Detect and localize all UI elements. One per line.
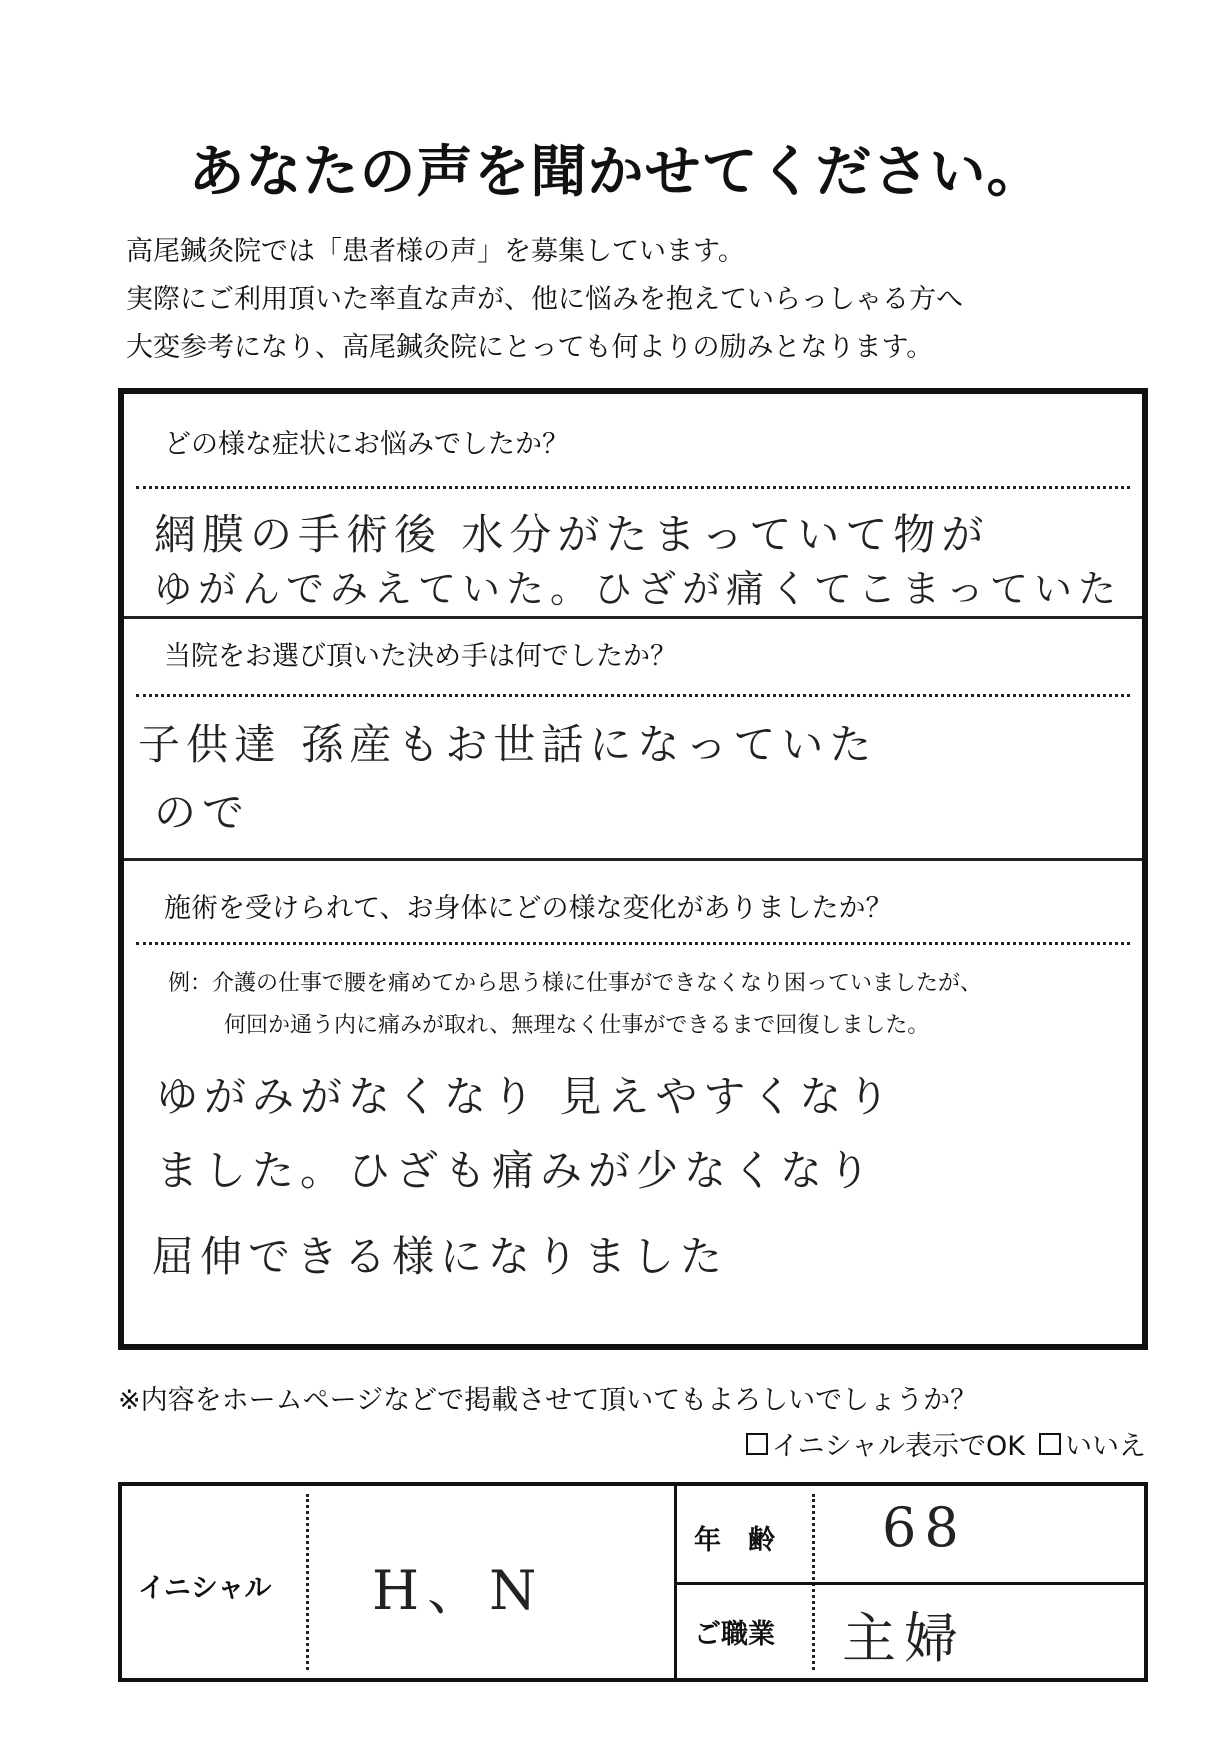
table-divider xyxy=(674,1582,1144,1585)
initial-value: H、N xyxy=(372,1559,545,1622)
answer-reason-line: 子供達 孫産もお世話になっていた xyxy=(138,720,878,769)
dotted-divider xyxy=(136,694,1130,697)
question-reason: 当院をお選び頂いた決め手は何でしたか？ xyxy=(164,641,677,672)
dotted-divider xyxy=(136,942,1130,945)
dotted-divider xyxy=(136,486,1130,489)
consent-option-no[interactable] xyxy=(1039,1424,1146,1463)
questionnaire-box xyxy=(118,388,1148,1350)
question-change: 施術を受けられて、お身体にどの様な変化がありましたか？ xyxy=(164,893,893,924)
page-title: あなたの声を聞かせてください。 xyxy=(188,140,1044,205)
answer-change-line: ました。ひざも痛みが少なくなり xyxy=(156,1146,877,1195)
answer-symptoms-line: 網膜の手術後 水分がたまっていて物が xyxy=(154,510,990,559)
checkbox[interactable] xyxy=(1039,1433,1061,1455)
occupation-label: ご職業 xyxy=(694,1619,775,1650)
intro-line: 大変参考になり、高尾鍼灸院にとっても何よりの励みとなります。 xyxy=(126,332,934,363)
intro-line: 実際にご利用頂いた率直な声が、他に悩みを抱えていらっしゃる方へ xyxy=(126,284,963,315)
intro-line: 高尾鍼灸院では「患者様の声」を募集しています。 xyxy=(126,236,745,267)
section-divider xyxy=(124,616,1142,619)
intro-text xyxy=(126,228,963,372)
initial-label: イニシャル xyxy=(138,1573,272,1604)
question-symptoms: どの様な症状にお悩みでしたか？ xyxy=(164,429,569,460)
profile-table xyxy=(118,1482,1148,1682)
example-text-line: 例：介護の仕事で腰を痛めてから思う様に仕事ができなくなり困っていましたが、 xyxy=(168,971,983,996)
answer-symptoms-line: ゆがんでみえていた。ひざが痛くてこまっていた xyxy=(154,567,1123,611)
section-divider xyxy=(124,858,1142,861)
dotted-divider xyxy=(306,1494,309,1670)
example-text-line: 何回か通う内に痛みが取れ、無理なく仕事ができるまで回復しました。 xyxy=(224,1013,930,1038)
consent-question: ※内容をホームページなどで掲載させて頂いてもよろしいでしょうか？ xyxy=(118,1385,978,1416)
age-label: 年 齢 xyxy=(694,1525,775,1556)
consent-option-label: イニシャル表示でOK xyxy=(771,1431,1025,1462)
consent-options xyxy=(746,1424,1146,1463)
consent-option-label: いいえ xyxy=(1065,1431,1146,1462)
answer-reason-line: ので xyxy=(154,788,251,837)
age-value: 68 xyxy=(882,1496,967,1559)
consent-option-initial[interactable] xyxy=(746,1424,1025,1463)
answer-change-line: 屈伸できる様になりました xyxy=(152,1232,729,1281)
checkbox[interactable] xyxy=(746,1433,768,1455)
answer-change-line: ゆがみがなくなり 見えやすくなり xyxy=(156,1072,896,1121)
occupation-value: 主婦 xyxy=(842,1607,966,1670)
